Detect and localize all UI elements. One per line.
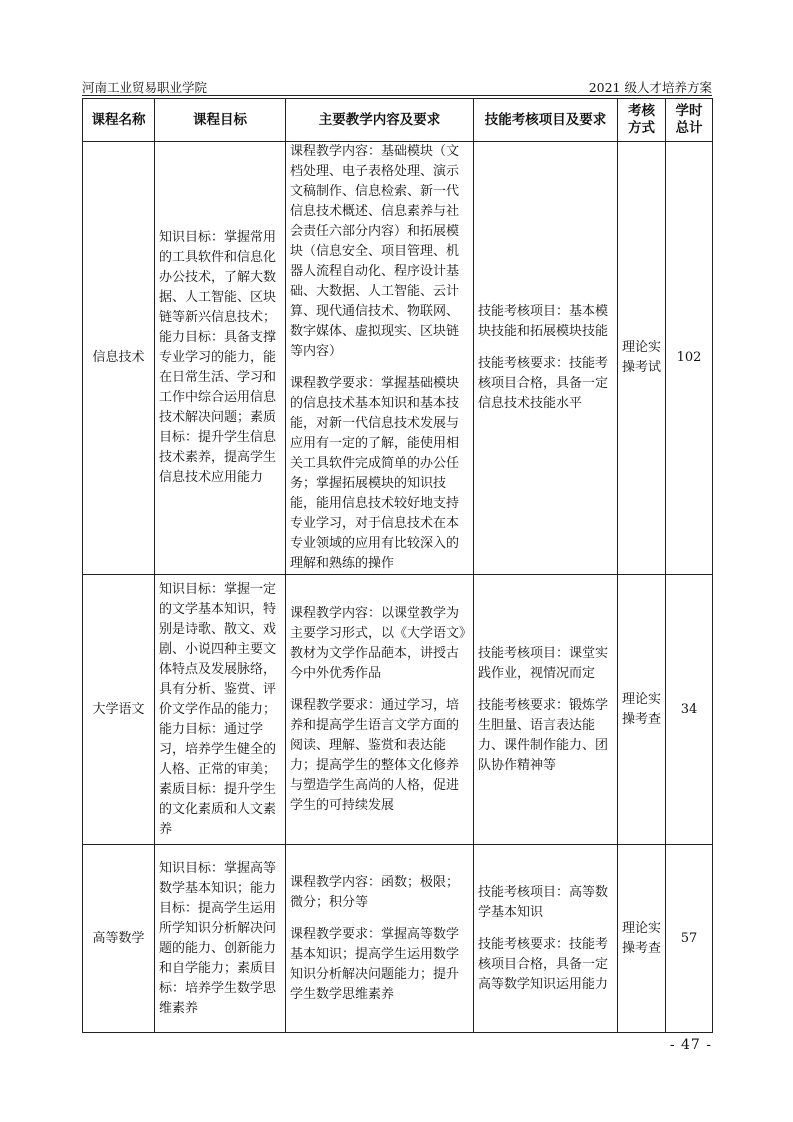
- page-number: - 47 -: [669, 1037, 712, 1053]
- course-goal: 知识目标：掌握一定的文学基本知识，特别是诗歌、散文、戏剧、小说四种主要文体特点及发展脉络，具有分析、鉴赏、评价文学作品的能力；能力目标：通过学习，培养学生健全的人格、正常的审美；素质目标：提升学生的文化素质和人文素养: [155, 575, 286, 845]
- assessment-method: 理论实操考查: [618, 575, 666, 845]
- skill-item: 技能考核项目：课堂实践作业，视情况而定: [478, 645, 609, 681]
- skill-requirement: 技能考核要求：锻炼学生胆量、语言表达能力、课件制作能力、团队协作精神等: [478, 697, 609, 773]
- table-row: [83, 575, 713, 845]
- content-description: 课程教学内容：函数；极限；微分；积分等: [290, 874, 460, 910]
- header-content: 主要教学内容及要求: [286, 99, 474, 142]
- skill-requirement: 技能考核要求：技能考核项目合格，具备一定信息技术技能水平: [478, 356, 609, 411]
- header-rule: [82, 95, 712, 96]
- course-name: 信息技术: [83, 142, 155, 575]
- skill-item: 技能考核项目：基本模块技能和拓展模块技能: [478, 304, 609, 339]
- content-requirement: 课程教学要求：掌握基础模块的信息技术基本知识和基本技能，对新一代信息技术发展与应用有一定的了解，能使用相关工具软件完成简单的办公任务；掌握拓展模块的知识技能，能用信息技术较好地支持专业学习，对于信息技术在本专业领域的应用有比较深入的理解和熟练的操作: [290, 376, 460, 571]
- course-name: 大学语文: [83, 575, 155, 845]
- table-row: [83, 142, 713, 575]
- skill-requirement: 技能考核要求：技能考核项目合格，具备一定高等数学知识运用能力: [478, 936, 609, 992]
- header-school-name: 河南工业贸易职业学院: [82, 80, 208, 95]
- header-course-name: 课程名称: [83, 99, 155, 142]
- page-header: [82, 78, 712, 96]
- header-plan-title: 2021 级人才培养方案: [588, 80, 712, 95]
- total-hours: 34: [666, 575, 713, 845]
- course-content: [286, 845, 474, 1033]
- header-method: 考核方式: [618, 99, 666, 142]
- course-content: [286, 575, 474, 845]
- content-description: 课程教学内容：以课堂教学为主要学习形式，以《大学语文》教材为文学作品葩本，讲授古今中外优秀作品: [290, 605, 466, 681]
- skill-assessment: [474, 575, 618, 845]
- course-content: [286, 142, 474, 575]
- header-hours: 学时总计: [666, 99, 713, 142]
- table-header-row: [83, 99, 713, 142]
- course-goal: 知识目标：掌握常用的工具软件和信息化办公技术，了解大数据、人工智能、区块链等新兴信息技术；能力目标：具备支撑专业学习的能力，能在日常生活、学习和工作中综合运用信息技术解决问题；素质目标：提升学生信息技术素养，提高学生信息技术应用能力: [155, 142, 286, 575]
- header-skill: 技能考核项目及要求: [474, 99, 618, 142]
- total-hours: 102: [666, 142, 713, 575]
- course-table: [82, 98, 713, 1033]
- total-hours: 57: [666, 845, 713, 1033]
- content-requirement: 课程教学要求：掌握高等数学基本知识；提高学生运用数学知识分析解决问题能力；提升学生数学思维素养: [290, 926, 460, 1002]
- skill-item: 技能考核项目：高等数学基本知识: [478, 884, 609, 920]
- course-name: 高等数学: [83, 845, 155, 1033]
- header-course-goal: 课程目标: [155, 99, 286, 142]
- assessment-method: 理论实操考试: [618, 142, 666, 575]
- content-description: 课程教学内容：基础模块（文档处理、电子表格处理、演示文稿制作、信息检索、新一代信息技术概述、信息素养与社会责任六部分内容）和拓展模块（信息安全、项目管理、机器人流程自动化、程序设计基础、大数据、人工智能、云计算、现代通信技术、物联网、数字媒体、虚拟现实、区块链等内容）: [290, 144, 460, 359]
- skill-assessment: [474, 845, 618, 1033]
- assessment-method: 理论实操考查: [618, 845, 666, 1033]
- skill-assessment: [474, 142, 618, 575]
- content-requirement: 课程教学要求：通过学习，培养和提高学生语言文学方面的阅读、理解、鉴赏和表达能力；提高学生的整体文化修养与塑造学生高尚的人格，促进学生的可持续发展: [290, 697, 460, 813]
- table-row: [83, 845, 713, 1033]
- course-goal: 知识目标：掌握高等数学基本知识；能力目标：提高学生运用所学知识分析解决问题的能力、创新能力和自学能力；素质目标：培养学生数学思维素养: [155, 845, 286, 1033]
